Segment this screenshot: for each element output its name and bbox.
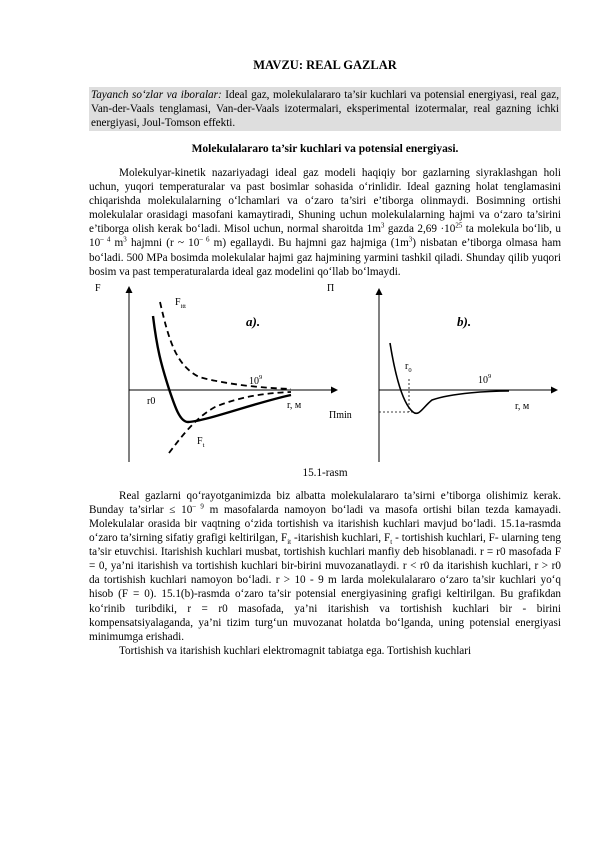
force-potential-figure [89, 279, 561, 464]
keywords-label: Tayanch so‘zlar va iboralar: [91, 89, 222, 101]
figure-caption: 15.1-rasm [302, 466, 348, 479]
repulsion-curve-label: $F_{itt}$ [175, 296, 186, 310]
document-page [89, 58, 561, 658]
section-subtitle: Molekulalararo ta’sir kuchlari va potensial energiyasi. [191, 143, 459, 155]
potential-min-label: Πmin [329, 409, 352, 421]
figure-15-1 [89, 279, 561, 464]
keywords-box [89, 87, 561, 131]
paragraph-forces: Real gazlarni qo‘rayotganimizda biz albatta molekulalararo ta’sirni e’tiborga olishimiz kerak. Bunday ta’sirlar ≤ $10^{- 9}$ m masofalarda namoyon bo‘ladi va masofa ortishi bilan tezda kamayadi. Molekulalar orasida bir vaqtning o‘zida tortishish va itarishish kuchlari mavjud bo‘ladi. 15.1a-rasmda o‘zaro ta’sirning sifatiy grafigi keltirilgan, $F_{it}$ -itarishish kuchlari, $F_t$ - tortishish kuchlari, F- ularning teng ta’sir etuvchisi. Itarishish kuchlari musbat, tortishish kuchlari manfiy deb hisoblanadi. r = r0 masofada F = 0, ya’ni itarishish va tortishish kuchlari bir-birini muvozanatlaydi. r < r0 da itarishish kuchlari, r > r0 da tortishish kuchlari namoyon bo‘ladi. r > 10 - 9 m larda molekulalararo o‘zaro ta’sir kuchlari yo‘q hisob (F = 0). 15.1(b)-rasmda o‘zaro ta’sir potensial energiyasining grafigi keltirilgan. Bu grafikdan ko‘rinib turibdiki, r = r0 masofada, ya’ni itarishish va tortishish kuchlari bir - birini kompensatsiyalaganda, ya’ni tizim turg‘un muvozanat holatda bo‘lganda, uning potensial energiyasi minimumga erishadi. [89, 489, 562, 643]
potential-axis-label: Π [327, 282, 335, 294]
attraction-curve-label: $F_t$ [197, 435, 205, 449]
repulsion-force-curve [160, 302, 291, 389]
left-r0-label: r0 [147, 395, 156, 407]
left-x-axis-label: r, м [287, 399, 302, 411]
panel-b-label: b). [457, 313, 472, 329]
left-scale-label: $10^9$ [249, 373, 263, 387]
resultant-force-curve [153, 313, 291, 422]
right-scale-label: $10^9$ [478, 372, 492, 386]
right-r0-label: $r_0$ [405, 360, 412, 374]
force-axis-label: F [95, 282, 101, 294]
potential-graph [327, 283, 557, 462]
paragraph-nature: Tortishish va itarishish kuchlari elektromagnit tabiatga ega. Tortishish kuchlari [119, 644, 472, 657]
paragraph-intro: Molekulyar-kinetik nazariyadagi ideal gaz modeli haqiqiy bor gazlarning siyraklashgan holi uchun, yuqori temperaturalar va past bosimlar sohasida o‘rinlidir. Ideal gazning holat tenglamasini chiqarishda molekulalarning o‘lchamlari va o‘zaro ta’siri e’tiborga olinmaydi. Bosimning ortishi molekulalar orasidagi masofani kamaytiradi, Shuning uchun molekulalarning hajmi va o‘zaro ta’sirini e’tiborga olish kerak bo‘ladi. Misol uchun, normal sharoitda $1m^3$ gazda $2,69 \cdot 10^{25}$ ta molekula bo‘lib, u $10^{- 4}$ $m^3$ hajmni (r ~ $10^{- 6}$ m) egallaydi. Bu hajmni gaz hajmiga $(1m^3)$ nisbatan e’tiborga olmasa ham bo‘ladi. 500 MPa bosimda molekulalar hajmi gaz hajmining yarmini tashkil qiladi. Shunday qilib yuqori bosim va past temperaturalarda ideal gaz modelini qo‘llab bo‘lmaydi. [89, 167, 562, 278]
page-title: MAVZU: REAL GAZLAR [253, 58, 397, 72]
panel-a-label: a). [246, 313, 261, 329]
force-graph [95, 283, 337, 462]
right-x-axis-label: r, м [515, 400, 530, 412]
keywords-text: Ideal gaz, molekulalararo ta’sir kuchlari va potensial energiyasi, real gaz, Van-der-Vaals tenglamasi, Van-der-Vaals izotermalari, eksperimental izotermalar, real gazning ichki energiyasi, Joul-Tomson effekti. [91, 89, 560, 129]
